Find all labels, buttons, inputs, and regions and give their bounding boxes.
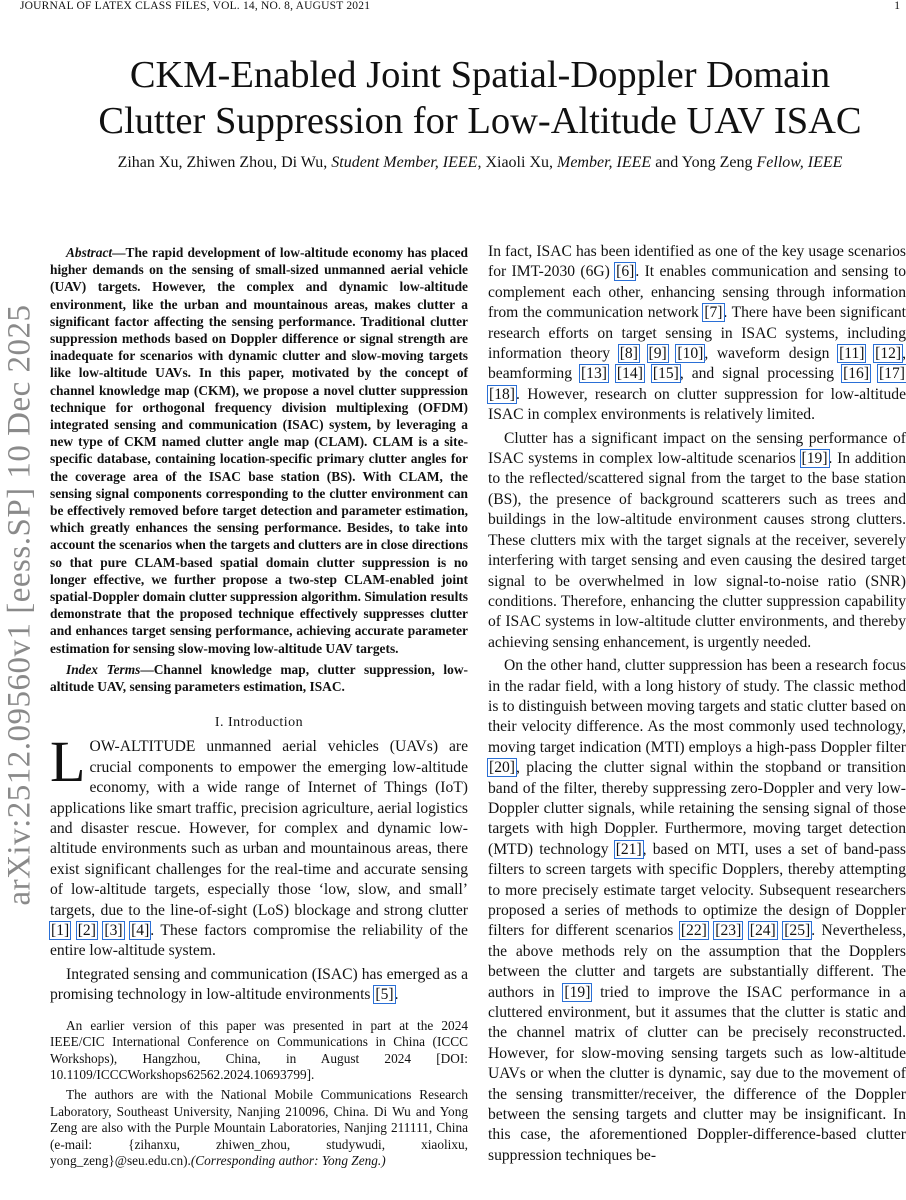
r-p1-b: . It enables communication and sensing to complement each other, enhancing sensing through information from the communication network: [488, 263, 906, 322]
right-paragraph-3: [488, 656, 906, 1166]
r-p1-f: , and signal processing: [679, 365, 843, 383]
abstract: [50, 244, 468, 657]
right-paragraph-1: [488, 242, 906, 426]
citation-link[interactable]: [14]: [616, 365, 643, 383]
running-header: JOURNAL OF LATEX CLASS FILES, VOL. 14, NO. 8, AUGUST 2021: [20, 0, 371, 12]
r-p2-b: . In addition to the reflected/scattered signal from the target to the base station (BS), the presence of background scatterers such as trees and buildings in the low-altitude environment causes strong clutters. These clutters mix with the target signals at the receiver, severely interfering with target sensing and even causing the desired target signal to be overwhelmed in low signal-to-noise ratio (SNR) conditions. Therefore, enhancing the clutter suppression capability of ISAC systems in low-altitude clutter environments, and thereby achieving sensing enhancement, is urgently needed.: [488, 450, 906, 651]
citation-link[interactable]: [1]: [51, 921, 70, 939]
citation-link[interactable]: [9]: [648, 345, 667, 363]
corresponding-author-note: (Corresponding author: Yong Zeng.): [190, 1153, 386, 1169]
citation-link[interactable]: [17]: [879, 365, 905, 383]
index-terms: [50, 661, 468, 695]
r-p2-a: Clutter has a significant impact on the sensing performance of ISAC systems in complex low-altitude scenarios: [488, 429, 906, 468]
footnote-affiliations: [50, 1087, 468, 1170]
citation-link[interactable]: [8]: [619, 345, 638, 363]
arxiv-side-stamp: [0, 0, 40, 1200]
citation-link[interactable]: [12]: [875, 345, 902, 363]
abstract-text: —The rapid development of low-altitude economy has placed higher demands on the sensing of small-sized unmanned aerial vehicle (UAV) targets. However, the complex and dynamic low-altitude environment, like the urban and mountainous areas, makes clutter a significant factor affecting the sensing performance. Traditional clutter suppression methods based on Doppler difference or signal strength are inadequate for scenarios with dynamic clutter and slow-moving targets like low-altitude UAVs. In this paper, motivated by the concept of channel knowledge map (CKM), we propose a novel clutter suppression technique for orthogonal frequency division multiplexing (OFDM) integrated sensing and communication (ISAC) system, by leveraging a new type of CKM named clutter angle map (CLAM). CLAM is a site-specific database, containing location-specific primary clutter angles for the coverage area of the ISAC base station (BS). With CLAM, the sensing signal components corresponding to the clutter environment can be effectively removed before target detection and parameter estimation, which greatly enhances the sensing performance. Besides, to take into account the scenarios when the targets and clutters are in close directions so that pure CLAM-based spatial domain clutter suppression is no longer effective, we further propose a two-step CLAM-enabled joint spatial-Doppler domain clutter suppression algorithm. Simulation results demonstrate that the proposed technique effectively suppresses clutter and enhances target sensing performance, achieving accurate parameter estimation for sensing slow-moving low-altitude UAV targets.: [50, 245, 468, 656]
citation-link[interactable]: [25]: [784, 922, 811, 940]
section-heading-introduction: I. Introduction: [214, 715, 304, 731]
citation-link[interactable]: [18]: [489, 385, 515, 403]
page-number: 1: [894, 0, 900, 12]
authors-part-3: and Yong Zeng: [651, 154, 757, 171]
r-p3-b: , placing the clutter signal within the stopband or transition band of the filter, thereby suppressing zero-Doppler and very low-Doppler clutter signals, while retaining the sensing signal of those targets with high Doppler. Furthermore, moving target detection (MTD) technology: [488, 759, 906, 858]
footnotes: [50, 1018, 468, 1170]
intro-caps: OW-ALTITUDE: [89, 738, 196, 756]
intro-p1-end: . These factors compromise the reliability of the entire low-altitude system.: [50, 921, 468, 960]
authors-part-2: , Xiaoli Xu,: [477, 154, 557, 171]
citation-link[interactable]: [21]: [615, 840, 642, 858]
abstract-label: Abstract: [66, 245, 113, 260]
title-line-1: CKM-Enabled Joint Spatial-Doppler Domain: [129, 54, 831, 96]
citation-link[interactable]: [11]: [839, 345, 865, 363]
citation-link[interactable]: [15]: [652, 365, 679, 383]
footnote-affiliation-text: The authors are with the National Mobile Communications Research Laboratory, Southeast University, Nanjing 210096, China. Di Wu and Yong Zeng are also with the Purple Mountain Laboratories, Nanjing 211111, China (e-mail: {zihanxu, zhiwen_zhou, studywudi, xiaolixu, yong_zeng}@seu.edu.cn).: [50, 1086, 468, 1169]
intro-paragraph-2: [50, 965, 468, 1006]
introduction-body: [50, 729, 468, 1005]
citation-link[interactable]: [22]: [680, 922, 707, 940]
citation-link[interactable]: [7]: [704, 304, 723, 322]
intro-p2-end: .: [394, 986, 399, 1004]
citation-link[interactable]: [4]: [131, 921, 150, 939]
r-p3-e: tried to improve the ISAC performance in a cluttered environment, but it assumes that the clutter is static and the channel matrix of clutter can be precisely reconstructed. However, for slow-moving sensing targets such as low-altitude UAVs or when the clutter is dynamic, say due to the movement of the sensing transmitter/receiver, the difference of the Doppler between the sensing targets and clutter may be insignificant. In this case, the aforementioned Doppler-difference-based clutter suppression techniques be-: [488, 983, 906, 1164]
index-terms-label: Index Terms: [66, 661, 141, 677]
intro-p2-text: Integrated sensing and communication (ISAC) has emerged as a promising technology in low-altitude environments: [50, 965, 468, 1004]
citation-link[interactable]: [20]: [489, 759, 515, 777]
citation-link[interactable]: [2]: [77, 921, 96, 939]
student-member-role: Student Member, IEEE: [331, 154, 478, 171]
fellow-role: Fellow, IEEE: [756, 154, 843, 171]
citation-link[interactable]: [23]: [715, 922, 742, 940]
intro-paragraph-1: [50, 729, 468, 961]
citation-link[interactable]: [19]: [564, 983, 591, 1001]
r-p1-a: In fact, ISAC has been identified as one of the key usage scenarios for IMT-2030 (6G): [488, 243, 906, 281]
index-terms-text: —Channel knowledge map, clutter suppression, low-altitude UAV, sensing parameters estimation, ISAC.: [50, 661, 468, 695]
r-p3-d: . Nevertheless, the above methods rely on the assumption that the Dopplers between the clutter and targets are substantially different. The authors in: [488, 922, 906, 1001]
authors-part-1: Zihan Xu, Zhiwen Zhou, Di Wu,: [117, 154, 332, 171]
r-p1-d: , waveform design: [704, 345, 839, 363]
citation-link[interactable]: [19]: [801, 450, 828, 468]
r-p1-g: . However, research on clutter suppression for low-altitude ISAC in complex environments is relatively limited.: [488, 385, 906, 424]
r-p3-c: , based on MTI, uses a set of band-pass filters to screen targets with specific Dopplers, thereby attempting to more precisely estimate target velocity. Subsequent researchers proposed a series of methods to optimize the design of Doppler filters for different scenarios: [488, 840, 906, 940]
citation-link[interactable]: [6]: [616, 263, 635, 281]
paper-title: [40, 52, 906, 144]
right-paragraph-2: [488, 429, 906, 653]
citation-link[interactable]: [3]: [104, 921, 123, 939]
citation-link[interactable]: [24]: [749, 922, 776, 940]
r-p3-a: On the other hand, clutter suppression has been a research focus in the radar field, with a long history of study. The classic method is to distinguish between moving targets and static clutter based on their velocity difference. As the most commonly used technology, moving target indication (MTI) employs a high-pass Doppler filter: [488, 657, 906, 756]
citation-link[interactable]: [13]: [580, 365, 607, 383]
member-role: Member, IEEE: [557, 154, 652, 171]
r-p1-e: , beamforming: [488, 345, 906, 383]
citation-link[interactable]: [5]: [375, 986, 394, 1004]
footnote-earlier-version: An earlier version of this paper was presented in part at the 2024 IEEE/CIC International Conference on Communications in China (ICCC Workshops), Hangzhou, China, in August 2024 [DOI: 10.1109/ICCCWorkshops62562.2024.10693799].: [50, 1017, 468, 1083]
r-p1-c: . There have been significant research efforts on target sensing in ISAC systems, including information theory: [488, 304, 906, 363]
arxiv-identifier: arXiv:2512.09560v1 [eess.SP] 10 Dec 2025: [1, 304, 38, 906]
citation-link[interactable]: [10]: [677, 345, 704, 363]
right-column: [488, 242, 906, 1169]
left-column: [50, 244, 468, 1173]
drop-cap: L: [50, 729, 86, 795]
author-list: [40, 153, 906, 173]
citation-link[interactable]: [16]: [843, 365, 870, 383]
title-line-2: Clutter Suppression for Low-Altitude UAV ISAC: [98, 100, 862, 142]
intro-p1-text: unmanned aerial vehicles (UAVs) are crucial components to empower the emerging low-altitude economy, with a wide range of Internet of Things (IoT) applications like smart traffic, precision agriculture, aerial logistics and disaster rescue. However, for complex and dynamic low-altitude environments such as urban and mountainous areas, there exist significant challenges for the real-time and accurate sensing of low-altitude targets, especially those ‘low, slow, and small’ targets, due to the line-of-sight (LoS) blockage and strong clutter: [50, 738, 468, 919]
